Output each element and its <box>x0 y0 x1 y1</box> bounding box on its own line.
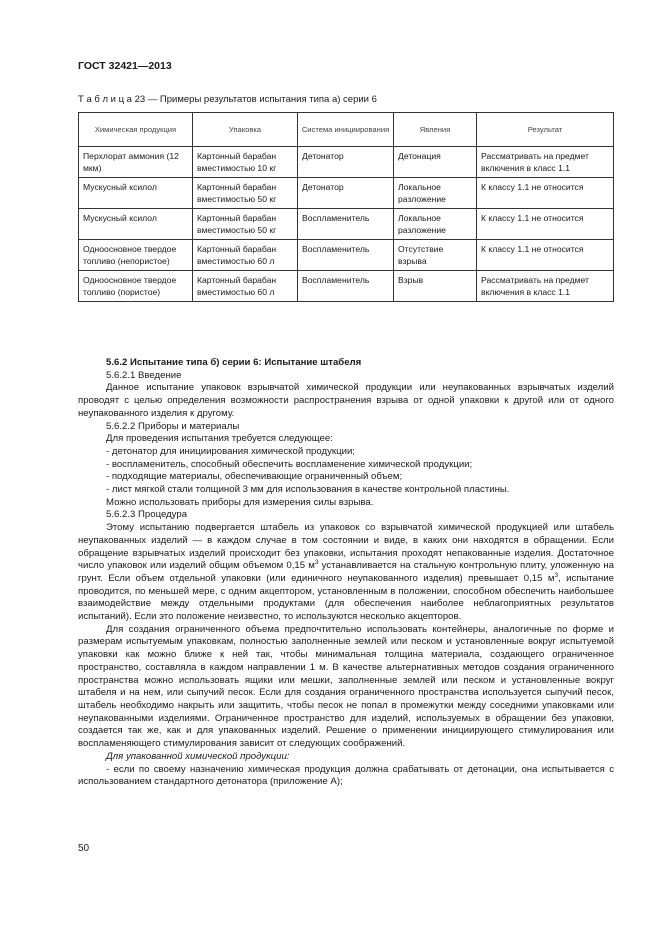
cell-result: К классу 1.1 не относится <box>477 240 614 271</box>
cell-phenomena: Локальное разложение <box>394 178 477 209</box>
cell-packaging: Картонный барабан вместимостью 60 л <box>193 271 298 302</box>
text-run: Этому испытанию подвергается штабель из упаковок со взрывчатой химической продукцией или штабель неупакованных изделий — в каждом случае в том состоянии и виде, в каких они находятся в обращении. Если обращение взрывчатых изделий происходит без упаковки, испытания проходят непакованные изделия. Достаточное число упаковок или изделий общим объемом 0,15 м <box>78 522 614 572</box>
paragraph-equipment-note: Можно использовать приборы для измерения силы взрыва. <box>106 496 374 508</box>
cell-result: К классу 1.1 не относится <box>477 178 614 209</box>
table-row <box>79 147 614 178</box>
cell-result: К классу 1.1 не относится <box>477 209 614 240</box>
paragraph-equipment-intro: Для проведения испытания требуется следующее: <box>106 433 333 445</box>
subsection-title-procedure: 5.6.2.3 Процедура <box>106 509 188 521</box>
cell-phenomena: Отсутствие взрыва <box>394 240 477 271</box>
table-caption: Т а б л и ц а 23 — Примеры результатов испытания типа а) серии 6 <box>78 94 377 105</box>
cell-product: Перхлорат аммония (12 мкм) <box>79 147 193 178</box>
subsection-title-intro: 5.6.2.1 Введение <box>106 369 182 381</box>
cell-result: Рассматривать на предмет включения в класс 1.1 <box>477 147 614 178</box>
list-item: - воспламенитель, способный обеспечить воспламенение химической продукции; <box>106 458 473 470</box>
paragraph-intro: Данное испытание упаковок взрывчатой химической продукции или неупакованных взрывчатых изделий проводят с целью определения возможности распространения взрыва от одной упаковки к другой или от одного неупакованного изделия к другому. <box>78 382 614 419</box>
cell-result: Рассматривать на предмет включения в класс 1.1 <box>477 271 614 302</box>
cell-packaging: Картонный барабан вместимостью 50 кг <box>193 178 298 209</box>
list-item: - лист мягкой стали толщиной 3 мм для использования в качестве контрольной пластины. <box>106 484 510 496</box>
table-row <box>79 178 614 209</box>
list-item: - детонатор для инициирования химической продукции; <box>106 445 355 457</box>
cell-product: Мускусный ксилол <box>79 178 193 209</box>
superscript: 3 <box>554 571 559 579</box>
packaged-subtitle: Для упакованной химической продукции: <box>106 750 290 762</box>
column-header-initiation: Система инициирования <box>298 113 394 147</box>
standard-header: ГОСТ 32421—2013 <box>78 60 172 72</box>
cell-initiation: Воспламенитель <box>298 240 394 271</box>
results-table <box>78 112 614 302</box>
section-heading: 5.6.2 Испытание типа б) серии 6: Испытание штабеля <box>106 357 362 368</box>
section-body <box>78 357 614 789</box>
cell-phenomena: Детонация <box>394 147 477 178</box>
superscript: 3 <box>314 559 319 567</box>
table-header-row <box>79 113 614 147</box>
cell-product: Одноосновное твердое топливо (непористое) <box>79 240 193 271</box>
cell-phenomena: Локальное разложение <box>394 209 477 240</box>
cell-product: Мускусный ксилол <box>79 209 193 240</box>
table-row <box>79 240 614 271</box>
text-run: устанавливается на стальную контрольную плиту, уложенную на грунт. Если объем отдельной упаковки (или единичного неупакованного изделия) превышает 0,15 м <box>78 560 614 584</box>
subsection-title-equipment: 5.6.2.2 Приборы и материалы <box>106 420 240 432</box>
column-header-result: Результат <box>477 113 614 147</box>
table-row <box>79 271 614 302</box>
page-number: 50 <box>78 843 90 854</box>
cell-product: Одноосновное твердое топливо (пористое) <box>79 271 193 302</box>
table-row <box>79 209 614 240</box>
list-item: - подходящие материалы, обеспечивающие ограниченный объем; <box>106 471 403 483</box>
cell-packaging: Картонный барабан вместимостью 10 кг <box>193 147 298 178</box>
cell-initiation: Воспламенитель <box>298 209 394 240</box>
cell-initiation: Детонатор <box>298 147 394 178</box>
column-header-packaging: Упаковка <box>193 113 298 147</box>
list-item: - если по своему назначению химическая продукция должна срабатывать от детонации, она испытывается с использованием стандартного детонатора (приложение А); <box>78 763 614 788</box>
text-run: , испытание проводится, по меньшей мере, с одним акцептором, установленным в положении, способном обеспечить наибольшее взаимодействие между отдельными продуктами (для обеспечения наиболее неблагоприятных результатов испытаний). Если это положение неизвестно, то используются несколько акцепторов. <box>78 572 614 623</box>
paragraph-procedure-2: Для создания ограниченного объема предпочтительно использовать контейнеры, аналогичные по форме и размерам испытуемым упаковкам, полностью заполненные землей или песком и установленные вокруг испытуемой упаковки как можно ближе к ней так, чтобы минимальная толщина материала, создающего ограниченное пространство, составляла в каждом направлении 1 м. В качестве альтернативных методов создания ограниченного пространства можно использовать ящики или мешки, заполненные землей или песком и установленные вокруг штабеля и на нем, или сыпучий песок. Если для создания ограниченного пространства используется сыпучий песок, штабель необходимо накрыть или защитить, чтобы песок не попал в промежутки между соседними упаковками или неупакованными изделиями. Ограниченное пространство для изделий, используемых в обращении без упаковки, создается так же, как и для упакованных изделий. Решение о применении инициирующего стимулирования или воспламеняющего стимулирования зависит от следующих соображений. <box>78 623 614 750</box>
paragraph-procedure-1 <box>78 522 614 624</box>
cell-phenomena: Взрыв <box>394 271 477 302</box>
column-header-phenomena: Явления <box>394 113 477 147</box>
cell-packaging: Картонный барабан вместимостью 60 л <box>193 240 298 271</box>
column-header-product: Химическая продукция <box>79 113 193 147</box>
cell-initiation: Воспламенитель <box>298 271 394 302</box>
cell-packaging: Картонный барабан вместимостью 50 кг <box>193 209 298 240</box>
cell-initiation: Детонатор <box>298 178 394 209</box>
